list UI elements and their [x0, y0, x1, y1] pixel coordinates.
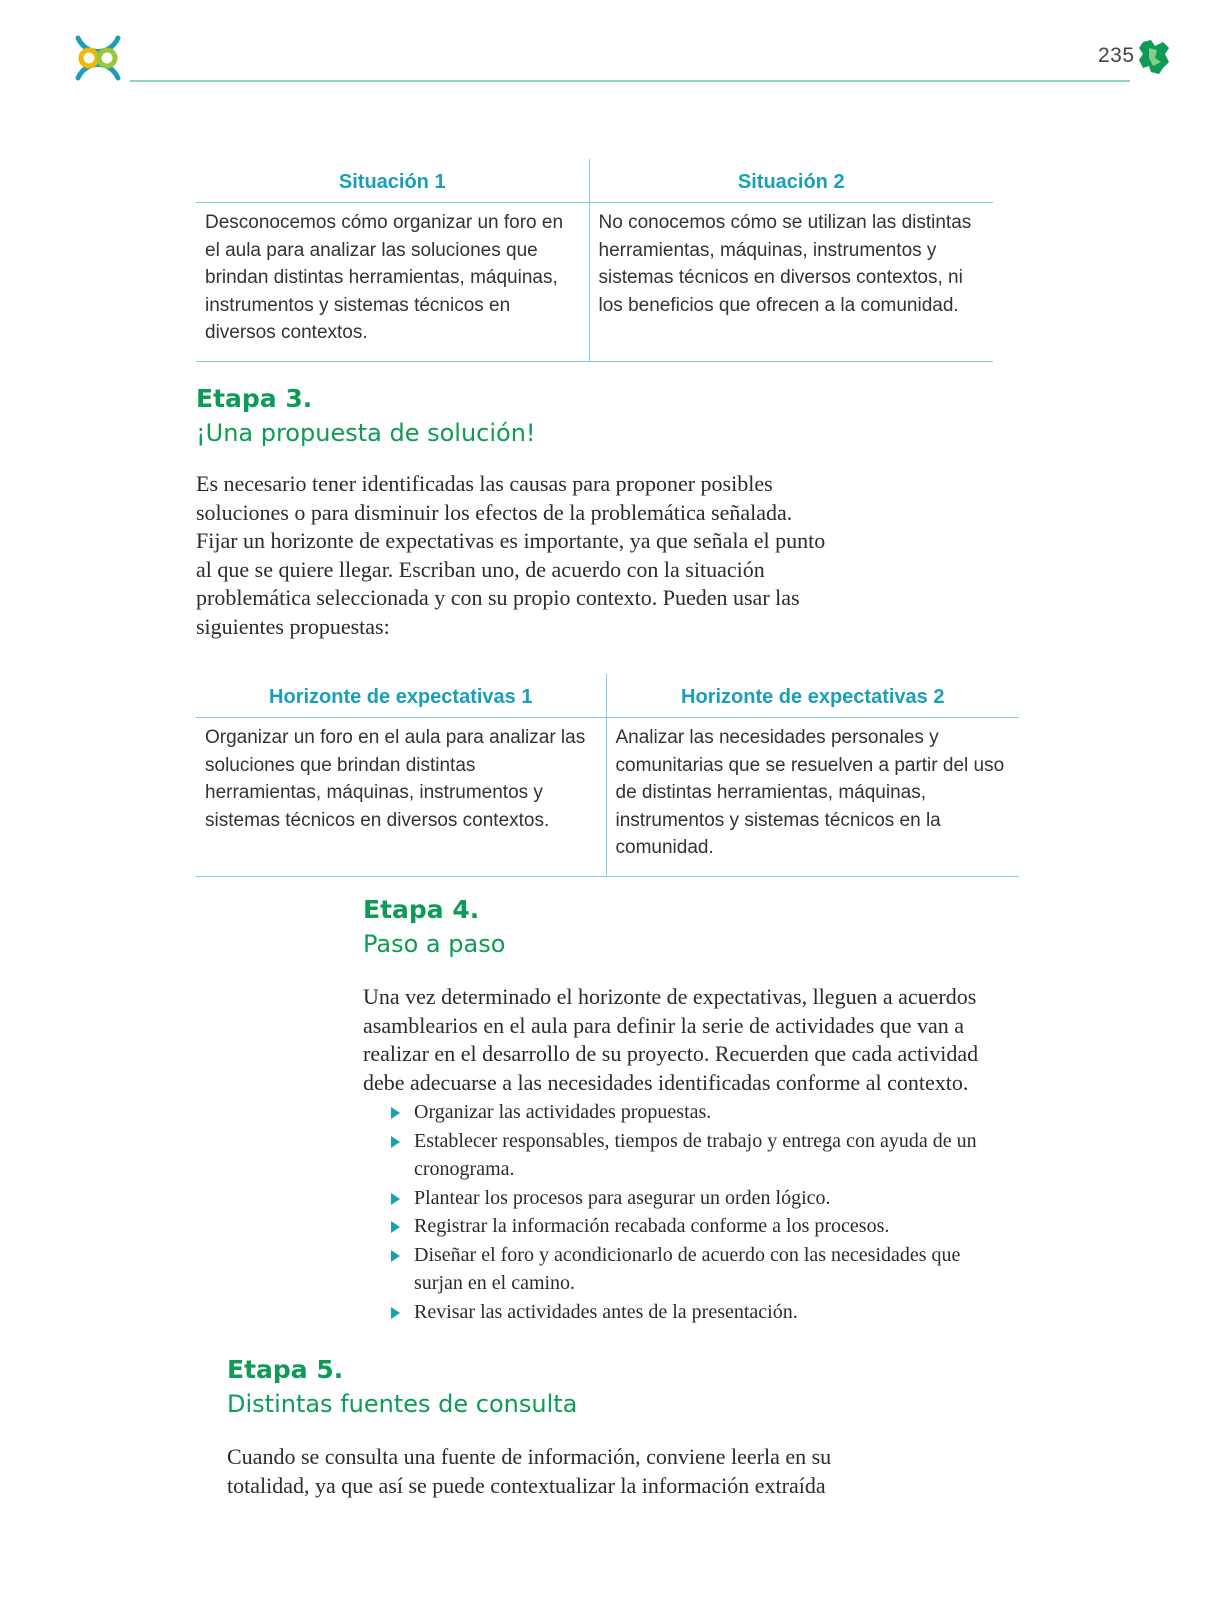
stage-3-paragraph: Es necesario tener identificadas las causas para proponer posibles soluciones o para disminuir los efectos de la problemática señalada. Fijar un horizonte de expectativas es importante, ya que señala el punto al que se quiere llegar. Escriban uno, de acuerdo con la situación problemática seleccionada y con su propio contexto. Pueden usar las siguientes propuestas: — [196, 471, 826, 639]
stage-4-heading — [363, 893, 505, 961]
stage-3-subtitle: ¡Una propuesta de solución! — [196, 419, 536, 447]
page-number: 235 — [1098, 44, 1135, 67]
step-text: Revisar las actividades antes de la presentación. — [414, 1300, 798, 1323]
step-text: Establecer responsables, tiempos de trabajo y entrega con ayuda de un cronograma. — [414, 1129, 977, 1180]
list-item — [390, 1298, 1010, 1327]
cross-rings-logo-icon — [72, 32, 124, 84]
triangle-bullet-icon — [391, 1307, 400, 1319]
stage-5-subtitle: Distintas fuentes de consulta — [227, 1390, 578, 1418]
step-text: Registrar la información recabada conforme a los procesos. — [414, 1215, 890, 1237]
stage-5-title: Etapa 5. — [227, 1355, 344, 1384]
list-item — [390, 1212, 1010, 1241]
expectations-table — [196, 674, 1019, 877]
list-item — [390, 1127, 1010, 1184]
step-text: Plantear los procesos para asegurar un orden lógico. — [414, 1186, 831, 1209]
stage-4-paragraph: Una vez determinado el horizonte de expectativas, lleguen a acuerdos asamblearios en el aula para definir la serie de actividades que van a realizar en el desarrollo de su proyecto. Recuerden que cada actividad debe adecuarse a las necesidades identificadas conforme al contexto. — [363, 984, 979, 1095]
situation-1-header: Situación 1 — [196, 159, 589, 203]
triangle-bullet-icon — [391, 1250, 400, 1262]
expectation-2-text: Analizar las necesidades personales y comunitarias que se resuelven a partir del uso de distintas herramientas, máquinas, instrumentos y sistemas técnicos en la comunidad. — [606, 718, 1019, 877]
situation-1-text: Desconocemos cómo organizar un foro en el aula para analizar las soluciones que brindan distintas herramientas, máquinas, instrumentos y sistemas técnicos en diversos contextos. — [196, 203, 589, 362]
stage-4-subtitle: Paso a paso — [363, 930, 506, 958]
situation-2-header: Situación 2 — [589, 159, 993, 203]
triangle-bullet-icon — [391, 1193, 400, 1205]
list-item — [390, 1184, 1010, 1213]
list-item — [390, 1098, 1010, 1127]
expectation-1-text: Organizar un foro en el aula para analizar las soluciones que brindan distintas herramientas, máquinas, instrumentos y sistemas técnicos en diversos contextos. — [196, 718, 606, 877]
stage-5-paragraph: Cuando se consulta una fuente de información, conviene leerla en su totalidad, ya que así se puede contextualizar la información extraída — [227, 1444, 832, 1498]
expectation-2-header: Horizonte de expectativas 2 — [606, 674, 1019, 718]
stage-3-title: Etapa 3. — [196, 384, 313, 413]
situations-table — [196, 159, 993, 362]
steps-list — [390, 1098, 1010, 1326]
situation-2-text: No conocemos cómo se utilizan las distintas herramientas, máquinas, instrumentos y sistemas técnicos en diversos contextos, ni los beneficios que ofrecen a la comunidad. — [589, 203, 993, 362]
triangle-bullet-icon — [391, 1221, 400, 1233]
stage-4-title: Etapa 4. — [363, 895, 480, 924]
step-text: Diseñar el foro y acondicionarlo de acuerdo con las necesidades que surjan en el camino. — [414, 1243, 961, 1294]
triangle-bullet-icon — [391, 1136, 400, 1148]
stage-3-heading — [196, 382, 536, 450]
stage-5-heading — [227, 1353, 577, 1421]
green-figure-icon — [1137, 38, 1171, 76]
expectation-1-header: Horizonte de expectativas 1 — [196, 674, 606, 718]
header-rule — [130, 80, 1130, 82]
triangle-bullet-icon — [391, 1107, 400, 1119]
step-text: Organizar las actividades propuestas. — [414, 1101, 712, 1123]
list-item — [390, 1241, 1010, 1298]
